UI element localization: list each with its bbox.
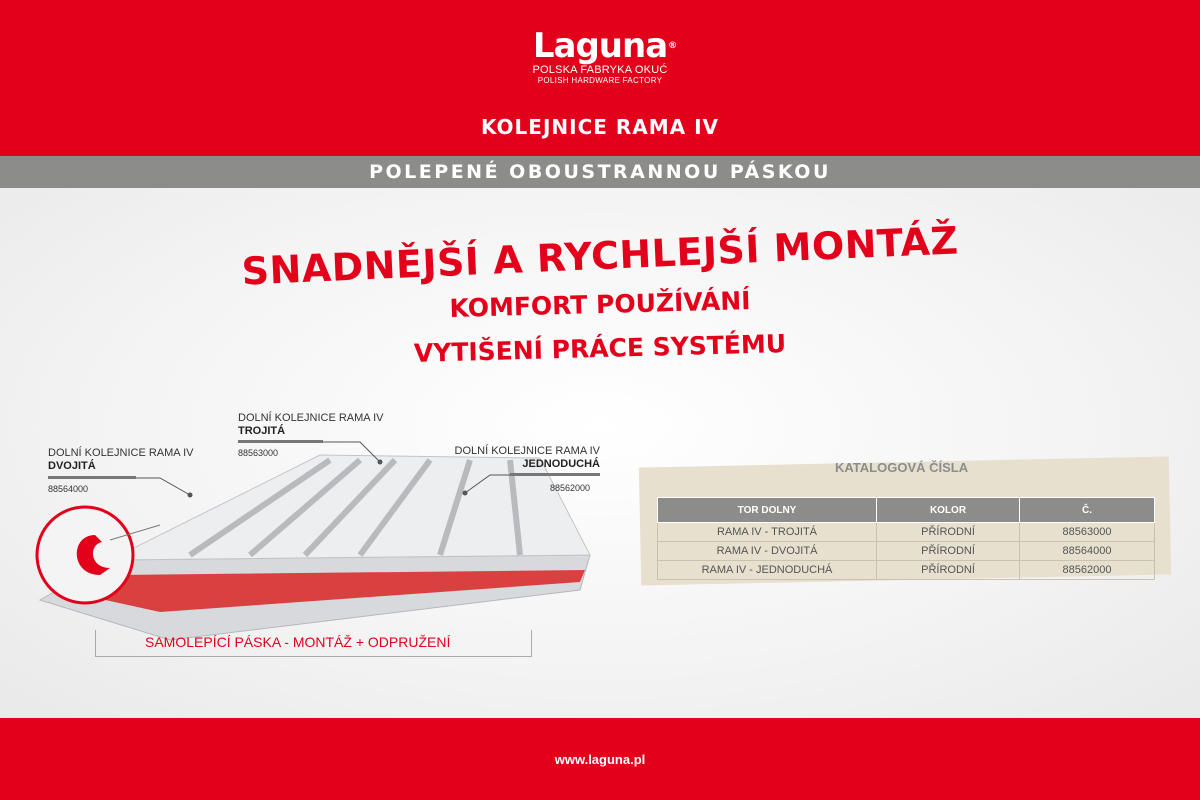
cell-color: PŘÍRODNÍ (877, 523, 1020, 542)
table-row (658, 542, 1155, 561)
product-title: KOLEJNICE RAMA IV (480, 115, 720, 139)
adhesive-tape-caption: SAMOLEPÍCÍ PÁSKA - MONTÁŽ + ODPRUŽENÍ (145, 634, 451, 650)
cell-product: RAMA IV - JEDNODUCHÁ (658, 561, 877, 580)
leader-dot-dvojita (188, 493, 193, 498)
catalog-col-kolor: KOLOR (877, 498, 1020, 523)
leader-dot-trojita (378, 460, 383, 465)
logo-tagline-en: POLISH HARDWARE FACTORY (537, 76, 663, 85)
table-row (658, 561, 1155, 580)
headline-2: KOMFORT POUŽÍVÁNÍ (449, 286, 751, 323)
label-dvojita (48, 447, 193, 473)
catalog-col-number: Č. (1020, 498, 1155, 523)
label-trojita-variant: TROJITÁ (238, 425, 286, 437)
headline-1: SNADNĚJŠÍ A RYCHLEJŠÍ MONTÁŽ (240, 218, 960, 294)
leader-bar-jednoducha (510, 473, 600, 476)
leader-bar-trojita (238, 440, 323, 443)
catalog-col-tor-dolny: TOR DOLNY (658, 498, 877, 523)
label-dvojita-title: DOLNÍ KOLEJNICE RAMA IV (48, 447, 194, 459)
label-jednoducha-code: 88562000 (550, 483, 591, 493)
label-trojita (238, 412, 383, 438)
label-dvojita-variant: DVOJITÁ (48, 460, 96, 472)
footer-banner (0, 718, 1200, 800)
footer-url-link[interactable]: www.laguna.pl (554, 752, 646, 767)
logo-tagline-pl: POLSKA FABRYKA OKUĆ (532, 64, 668, 76)
label-dvojita-code: 88564000 (48, 484, 89, 494)
leader-dot-jednoducha (463, 491, 468, 496)
catalog-title: KATALOGOVÁ ČÍSLA (835, 460, 969, 475)
catalog-table (657, 497, 1155, 580)
leader-bar-dvojita (48, 476, 136, 479)
registered-mark: ® (668, 41, 677, 51)
cell-color: PŘÍRODNÍ (877, 561, 1020, 580)
cell-code: 88563000 (1020, 523, 1155, 542)
headline-3: VYTIŠENÍ PRÁCE SYSTÉMU (413, 329, 787, 368)
cell-color: PŘÍRODNÍ (877, 542, 1020, 561)
table-row (658, 523, 1155, 542)
cell-code: 88562000 (1020, 561, 1155, 580)
cell-product: RAMA IV - TROJITÁ (658, 523, 877, 542)
subtitle-text: POLEPENÉ OBOUSTRANNOU PÁSKOU (369, 161, 831, 183)
cell-product: RAMA IV - DVOJITÁ (658, 542, 877, 561)
cell-code: 88564000 (1020, 542, 1155, 561)
label-trojita-code: 88563000 (238, 448, 279, 458)
label-jednoducha (446, 445, 600, 471)
label-jednoducha-variant: JEDNODUCHÁ (522, 458, 600, 470)
catalog-header-row (658, 498, 1155, 523)
logo-name: Laguna (532, 26, 668, 66)
label-trojita-title: DOLNÍ KOLEJNICE RAMA IV (238, 412, 384, 424)
label-jednoducha-title: DOLNÍ KOLEJNICE RAMA IV (454, 445, 600, 457)
